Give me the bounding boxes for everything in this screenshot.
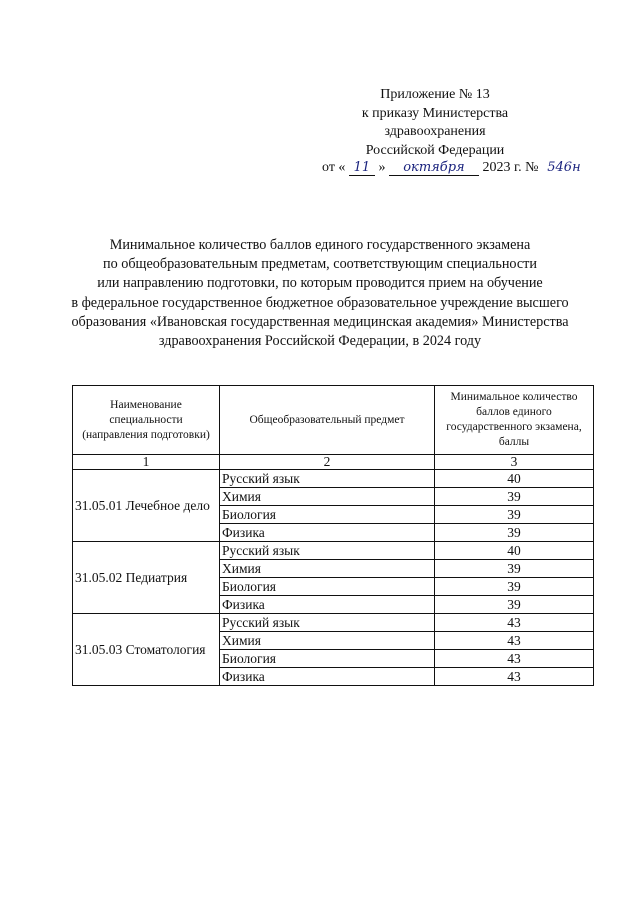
- column-number: 1: [73, 455, 220, 470]
- subject-cell: Химия: [220, 632, 435, 650]
- score-cell: 40: [435, 542, 594, 560]
- header-score: Минимальное количество баллов единого государственного экзамена, баллы: [435, 386, 594, 455]
- title-line: образования «Ивановская государственная медицинская академия» Министерства: [71, 313, 569, 330]
- title-line: или направлению подготовки, по которым проводится прием на обучение: [97, 275, 543, 292]
- subject-cell: Биология: [220, 506, 435, 524]
- score-cell: 39: [435, 506, 594, 524]
- table-row: [73, 542, 594, 560]
- subject-cell: Химия: [220, 560, 435, 578]
- table-row: [73, 470, 594, 488]
- appendix-line: Российской Федерации: [365, 142, 505, 158]
- score-cell: 39: [435, 524, 594, 542]
- table-header-row: [73, 386, 594, 455]
- title-line: по общеобразовательным предметам, соответствующим специальности: [103, 256, 537, 273]
- appendix-line: к приказу Министерства: [361, 105, 509, 121]
- score-cell: 43: [435, 668, 594, 686]
- subject-cell: Физика: [220, 596, 435, 614]
- subject-cell: Физика: [220, 668, 435, 686]
- table-row: [73, 614, 594, 632]
- order-mid: »: [378, 160, 386, 175]
- appendix-header: [300, 86, 570, 160]
- order-month-handwritten: октября: [389, 160, 479, 176]
- score-cell: 43: [435, 614, 594, 632]
- subject-cell: Русский язык: [220, 470, 435, 488]
- score-cell: 43: [435, 632, 594, 650]
- subject-cell: Русский язык: [220, 614, 435, 632]
- order-prefix: от «: [322, 160, 346, 175]
- order-year: 2023 г. №: [482, 160, 539, 175]
- table-number-row: [73, 455, 594, 470]
- order-date-line: [322, 160, 586, 176]
- title-line: Минимальное количество баллов единого государственного экзамена: [109, 237, 531, 253]
- score-cell: 40: [435, 470, 594, 488]
- score-cell: 39: [435, 488, 594, 506]
- subject-cell: Физика: [220, 524, 435, 542]
- order-day-handwritten: 11: [349, 160, 375, 176]
- score-cell: 43: [435, 650, 594, 668]
- appendix-line: здравоохранения: [384, 124, 486, 139]
- specialty-cell: 31.05.02 Педиатрия: [73, 542, 220, 614]
- specialty-cell: 31.05.01 Лечебное дело: [73, 470, 220, 542]
- subject-cell: Биология: [220, 578, 435, 596]
- scores-table: [72, 385, 594, 686]
- header-specialty: Наименование специальности (направления подготовки): [73, 386, 220, 455]
- score-cell: 39: [435, 560, 594, 578]
- specialty-cell: 31.05.03 Стоматология: [73, 614, 220, 686]
- title-line: в федеральное государственное бюджетное образовательное учреждение высшего: [71, 294, 569, 311]
- score-cell: 39: [435, 596, 594, 614]
- subject-cell: Химия: [220, 488, 435, 506]
- header-subject: Общеобразовательный предмет: [220, 386, 435, 455]
- column-number: 3: [435, 455, 594, 470]
- subject-cell: Русский язык: [220, 542, 435, 560]
- appendix-line: Приложение № 13: [380, 87, 490, 102]
- column-number: 2: [220, 455, 435, 470]
- title-line: здравоохранения Российской Федерации, в 2024 году: [158, 333, 482, 350]
- score-cell: 39: [435, 578, 594, 596]
- document-title: [40, 236, 600, 351]
- subject-cell: Биология: [220, 650, 435, 668]
- order-number-handwritten: 546н: [547, 160, 581, 175]
